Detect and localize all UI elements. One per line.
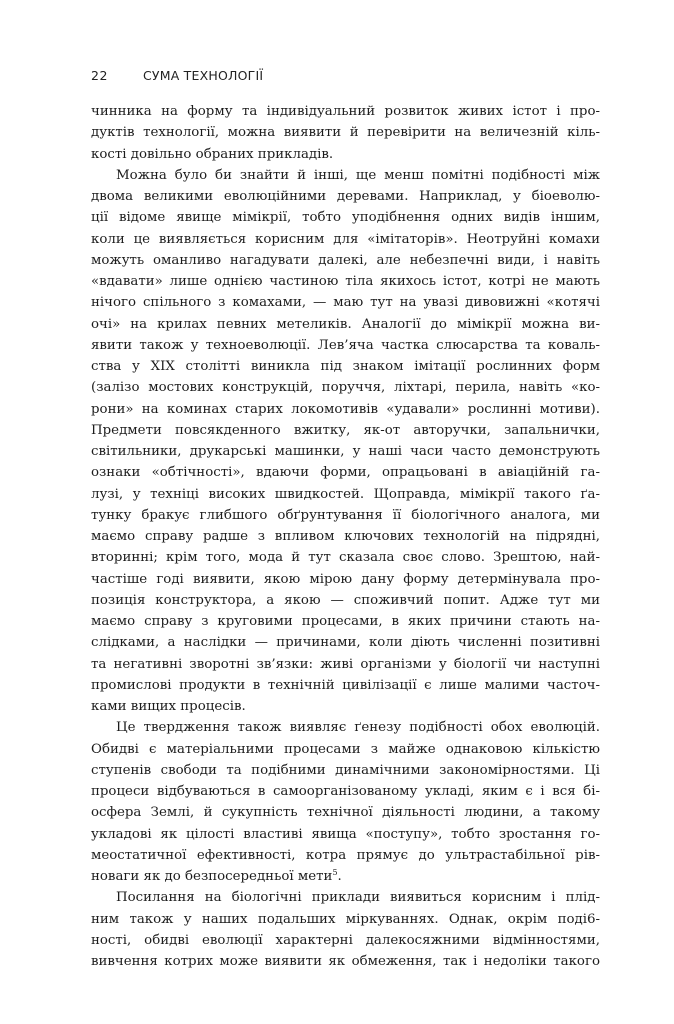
text-line xyxy=(91,824,600,845)
text-line xyxy=(91,632,600,653)
text-line xyxy=(91,144,600,165)
text-line xyxy=(91,356,600,377)
text-line xyxy=(91,526,600,547)
text-line-content: маємо справу з круговими процесами, в яких причини стають на- xyxy=(91,614,600,629)
text-line-content: Предмети повсякденного вжитку, як-от авторучки, запальнички, xyxy=(91,422,600,438)
text-line-content: маємо справу радше з впливом ключових технологій на підрядні, xyxy=(91,529,600,544)
text-line xyxy=(91,207,600,228)
text-line-content: дуктів технології, можна виявити й перевірити на величезній кіль- xyxy=(91,125,600,141)
text-line-content: світильники, друкарські машинки, у наші часи часто демонструють xyxy=(91,444,600,459)
text-line xyxy=(91,611,600,632)
text-line xyxy=(91,335,600,356)
running-head xyxy=(91,68,263,83)
text-line-content: Можна було би знайти й інші, ще менш помітні подібності між xyxy=(116,167,600,183)
text-line-content: ознаки «обтічності», вдаючи форми, опрацьовані в авіаційній га- xyxy=(91,465,600,481)
text-line xyxy=(91,377,600,398)
text-line xyxy=(91,314,600,335)
text-line-content: кості довільно обраних прикладів. xyxy=(91,146,334,162)
text-line xyxy=(91,887,600,908)
text-line-content: явити також у техноеволюції. Лев’яча частка слюсарства та коваль- xyxy=(91,337,600,353)
text-line xyxy=(91,569,600,590)
text-line-content: промислові продукти в технічній цивілізації є лише малими часточ- xyxy=(91,677,600,693)
text-line xyxy=(91,930,600,951)
text-line xyxy=(91,399,600,420)
page-number: 22 xyxy=(91,68,108,83)
text-line xyxy=(91,462,600,483)
text-line xyxy=(91,654,600,675)
text-line-content: лузі, у техніці високих швидкостей. Щоправда, мімікрії такого ґа- xyxy=(91,486,600,502)
text-line xyxy=(91,845,600,866)
text-line: новаги як до безпосередньої мети$^5$. xyxy=(91,868,342,884)
body-text xyxy=(91,101,600,972)
text-line xyxy=(91,909,600,930)
text-line xyxy=(91,590,600,611)
text-line-content: слідками, а наслідки — причинами, коли діють численні позитивні xyxy=(91,635,600,651)
text-line xyxy=(91,292,600,313)
text-line-content: осфера Землі, й сукупність технічної діяльності людини, а такому xyxy=(91,805,600,821)
text-line-content: меостатичної ефективності, котра прямує до ультрастабільної рів- xyxy=(91,847,600,863)
text-line-content: ності, обидві еволюції характерні далекосяжними відмінностями, xyxy=(91,932,600,948)
text-line-content: рони» на коминах старих локомотивів «удавали» рослинні мотиви). xyxy=(91,401,600,417)
footnote-marker: 5 xyxy=(332,868,338,877)
text-line-content: вивчення котрих може виявити як обмеження, так і недоліки такого xyxy=(91,954,600,969)
text-line-content: укладові як цілості властиві явища «поступу», тобто зростання го- xyxy=(91,826,600,842)
text-line-content: ції відоме явище мімікрії, тобто уподібнення одних видів іншим, xyxy=(91,210,600,226)
text-line-content: ступенів свободи та подібними динамічними закономірностями. Ці xyxy=(91,762,600,778)
text-line xyxy=(91,484,600,505)
text-line xyxy=(91,420,600,441)
text-line xyxy=(91,547,600,568)
text-line xyxy=(91,781,600,802)
text-line xyxy=(91,271,600,292)
text-line xyxy=(91,760,600,781)
text-line xyxy=(91,802,600,823)
text-line-content: нічого спільного з комахами, — маю тут на увазі дивовижні «котячі xyxy=(91,295,600,311)
text-line-content: коли це виявляється корисним для «імітаторів». Неотруйні комахи xyxy=(91,231,600,247)
text-line-content: позиція конструктора, а якою — споживчий попит. Адже тут ми xyxy=(91,592,600,608)
text-line xyxy=(91,122,600,143)
text-line-content: тунку бракує глибшого обґрунтування її біологічного аналога, ми xyxy=(91,507,600,523)
text-line-content: вторинні; крім того, мода й тут сказала своє слово. Зрештою, най- xyxy=(91,550,600,566)
text-line-content: чинника на форму та індивідуальний розвиток живих істот і про- xyxy=(91,104,600,119)
text-line-content: новаги як до безпосередньої мети xyxy=(91,869,333,884)
text-line xyxy=(91,717,600,738)
text-line-content: Це твердження також виявляє ґенезу подібності обох еволюцій. xyxy=(116,720,600,736)
running-title: СУМА ТЕХНОЛОГІЇ xyxy=(143,68,264,83)
text-line xyxy=(91,250,600,271)
text-line-content: очі» на крилах певних метеликів. Аналогії до мімікрії можна ви- xyxy=(91,316,600,332)
text-line xyxy=(91,739,600,760)
text-line-content: ками вищих процесів. xyxy=(91,699,246,714)
text-line-content: (залізо мостових конструкцій, поруччя, ліхтарі, перила, навіть «ко- xyxy=(91,380,600,396)
text-line xyxy=(91,441,600,462)
text-line-content: «вдавати» лише однією частиною тіла якихось істот, котрі не мають xyxy=(91,274,600,289)
text-line xyxy=(91,696,600,717)
text-line-content: двома великими еволюційними деревами. Наприклад, у біоеволю- xyxy=(91,189,600,204)
text-line xyxy=(91,229,600,250)
text-line xyxy=(91,505,600,526)
text-line xyxy=(91,186,600,207)
text-line-content: та негативні зворотні зв’язки: живі організми у біології чи наступні xyxy=(91,656,600,672)
text-line xyxy=(91,675,600,696)
text-line xyxy=(91,951,600,972)
text-line-content: Обидві є матеріальними процесами з майже однаковою кількістю xyxy=(91,741,600,757)
text-line-content: процеси відбуваються в самоорганізованому укладі, яким є і вся бі- xyxy=(91,784,600,799)
text-line-content: ним також у наших подальших міркуваннях. Однак, окрім поді6- xyxy=(91,911,600,927)
text-line xyxy=(91,101,600,122)
text-line xyxy=(91,165,600,186)
text-line-content: Посилання на біологічні приклади виявиться корисним і плід- xyxy=(116,890,600,906)
text-line-content: ства у XIX столітті виникла під знаком імітації рослинних форм xyxy=(91,359,600,374)
text-line-content: частіше годі виявити, якою мірою дану форму детермінувала про- xyxy=(91,571,600,587)
text-line-content: можуть оманливо нагадувати далекі, але небезпечні види, і навіть xyxy=(91,252,600,268)
